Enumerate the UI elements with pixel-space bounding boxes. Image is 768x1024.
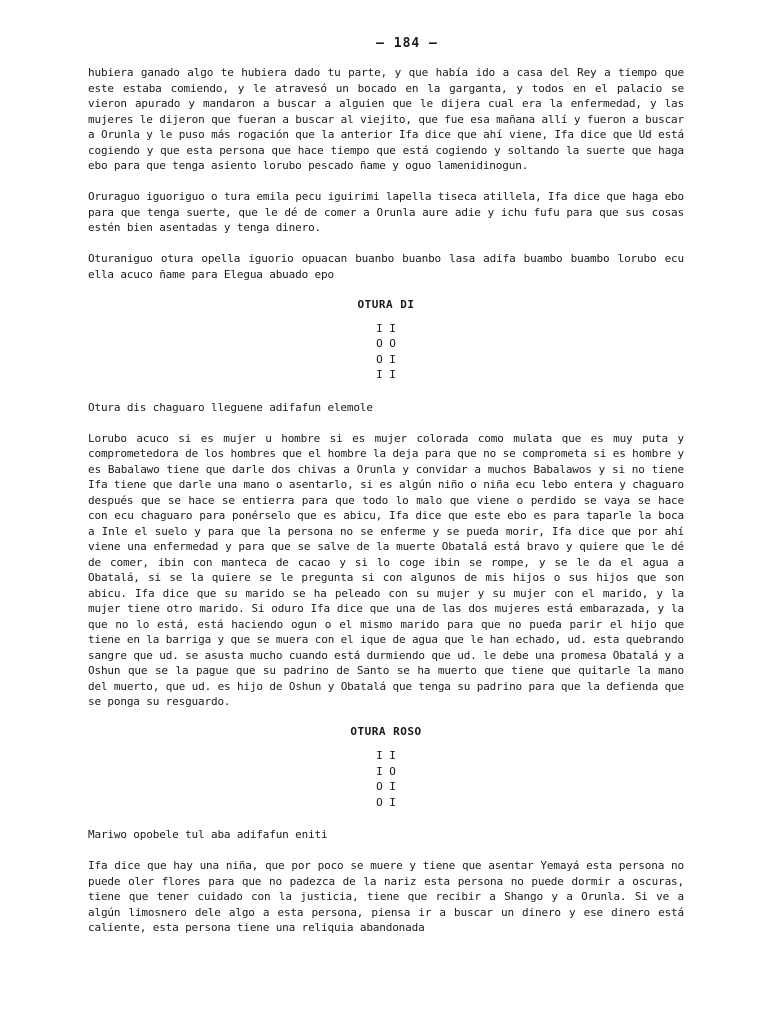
paragraph: Oturaniguo otura opella iguorio opuacan buanbo buanbo lasa adifa buambo buambo lorubo ecu ella acuco ñame para Elegua abuado epo: [88, 252, 684, 281]
sign-line: O I: [376, 780, 396, 793]
sign-line: I I: [376, 321, 396, 335]
paragraph: Ifa dice que hay una niña, que por poco se muere y tiene que asentar Yemayá esta persona no puede oler flores para que no padezca de la nariz esta persona no puede dormir a oscuras, tiene que tener cuidado con la justicia, tiene que recibir a Shango y a Orunla. Si ve a algún limosnero dele algo a esta persona, piensa ir a buscar un dinero y ese dinero está caliente, esta persona tiene una reliquia abandonada: [88, 859, 684, 934]
sign-line: I O: [376, 764, 396, 778]
paragraph: Mariwo opobele tul aba adifafun eniti: [88, 828, 328, 841]
sign-line: O O: [376, 337, 396, 350]
section-heading-otura-di: OTURA DI: [357, 297, 415, 311]
odu-sign-otura-roso: [366, 748, 406, 810]
sign-line: O I: [376, 795, 396, 809]
section-heading-otura-roso: OTURA ROSO: [350, 725, 422, 738]
sign-line: I I: [376, 368, 396, 381]
sign-line: O I: [376, 352, 396, 366]
paragraph: Lorubo acuco si es mujer u hombre si es mujer colorada como mulata que es muy puta y comprometedora de los hombres que el hombre la deja para que no se comprometa si es hombre y es Babalawo tiene que darle dos chivas a Orunla y convidar a muchos Babalawos y si no tiene Ifa tiene que darle una mano o asentarlo, si es algún niño o niña ecu lebo entera y chaguaro después que se hace se entierra para que todo lo malo que viene o perdido se vaya se hace con ecu chaguaro para ponérselo que es abicu, Ifa dice que este ebo es para taparle la boca a Inle el suelo y para que la persona no se enferme y se pueda morir, Ifa dice que por ahí viene una enfermedad y para que se salve de la muerte Obatalá está bravo y quiere que le dé de comer, ibin con manteca de cacao y si lo coge ibin se rompe, y se le da el agua a Obatalá, si se la quiere se le pregunta si con algunos de mis hijos o sus hijos que son abicu. Ifa dice que su marido se ha peleado con su mujer y su mujer con el marido, y la mujer tiene otro marido. Si oduro Ifa dice que una de las dos mujeres está embarazada, y la que no lo está, está haciendo ogun o el mismo marido para que no pueda parir el hijo que tiene en la barriga y que se muera con el ique de agua que le han echado, ud. esta quebrando sangre que ud. se asusta mucho cuando está durmiendo que ud. le debe una promesa Obatalá y a Oshun que se la pague que su padrino de Santo se ha muerto que tiene que quitarle la mano del muerto, que ud. es hijo de Oshun y Obatalá que tenga su padrino para que la defienda que se ponga su resguardo.: [88, 431, 684, 708]
sign-line: I I: [376, 749, 396, 762]
paragraph: hubiera ganado algo te hubiera dado tu parte, y que había ido a casa del Rey a tiempo que este estaba comiendo, y le atravesó un bocado en la garganta, y todos en el palacio se vieron apurado y mandaron a buscar a alguien que le dijera cual era la enfermedad, y las mujeres le dijeron que fueran a buscar al viejito, que fue esa mañana allí y fueron a buscar a Orunla y le puso más rogación que la anterior Ifa dice que ahí viene, Ifa dice que Ud está cogiendo y que esta persona que hace tiempo que está cogiendo y soltando la suerte que haga ebo para que tenga asiento lorubo pescado ñame y oguo lamenidinogun.: [88, 66, 684, 172]
document-page: [88, 36, 684, 951]
page-number: – 184 –: [376, 36, 438, 51]
odu-sign-otura-di: [366, 321, 406, 383]
paragraph: Oruraguo iguoriguo o tura emila pecu iguirimi lapella tiseca atillela, Ifa dice que haga ebo para que tenga suerte, que le dé de comer a Orunla aure adie y ichu fufu para que sus cosas estén bien asentadas y tenga dinero.: [88, 190, 684, 234]
paragraph: Otura dis chaguaro lleguene adifafun elemole: [88, 400, 373, 414]
